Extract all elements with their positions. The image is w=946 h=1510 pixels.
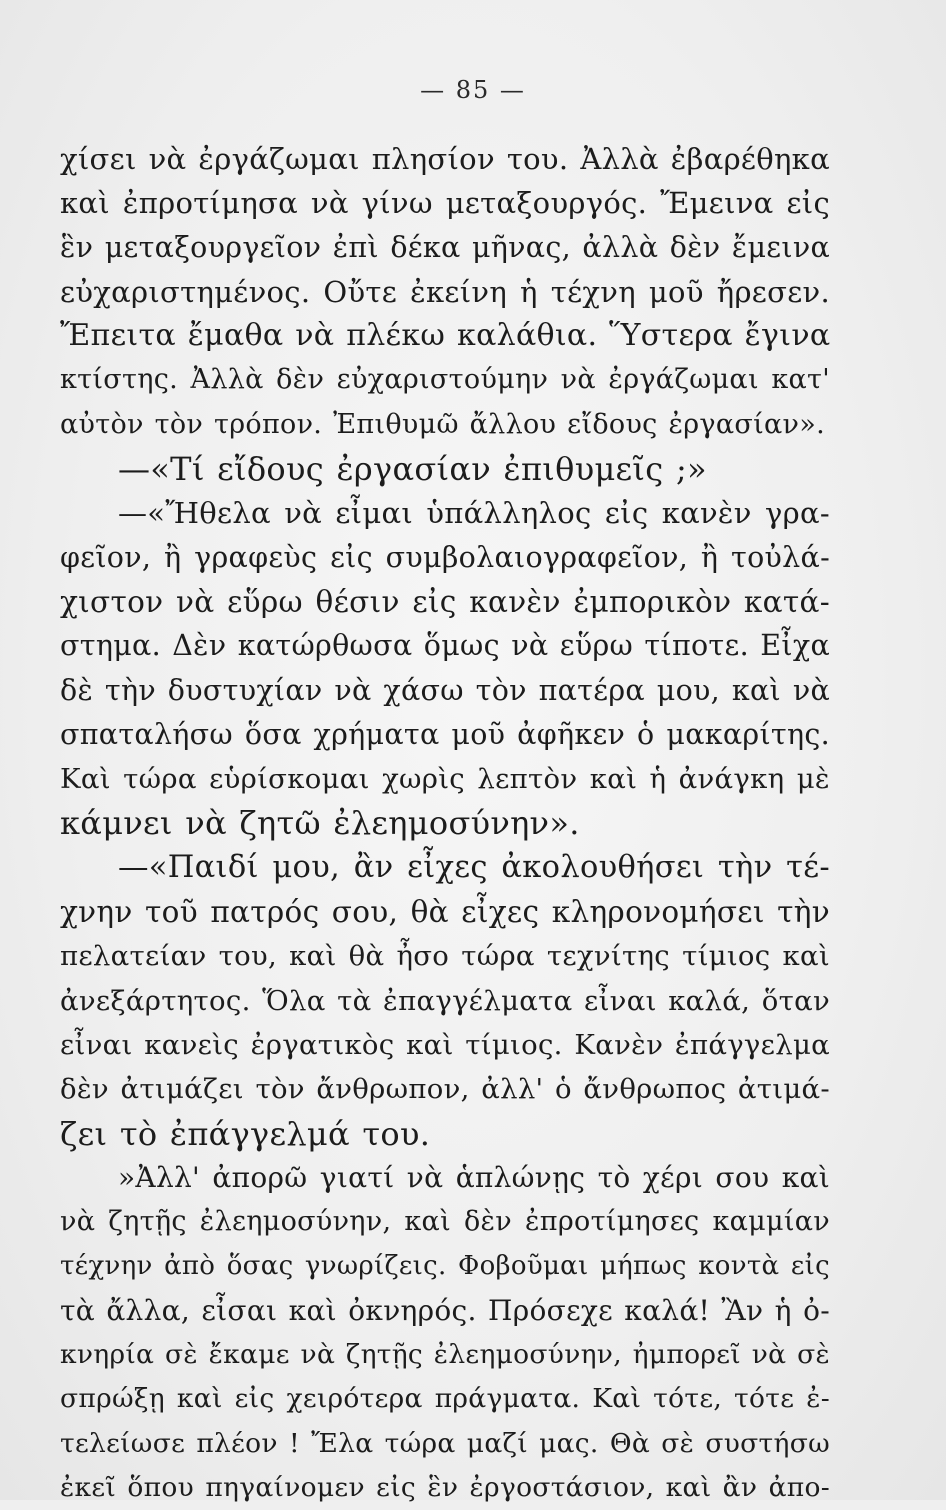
text-line: Καὶ τώρα εὑρίσκομαι χωρὶς λεπτὸν καὶ ἡ ἀνάγκη μὲ — [60, 763, 830, 796]
text-line: —«Ἤθελα νὰ εἶμαι ὑπάλληλος εἰς κανὲν γρα- — [118, 496, 830, 531]
text-line: σπαταλήσω ὅσα χρήματα μοῦ ἀφῆκεν ὁ μακαρίτης. — [60, 717, 830, 751]
text-line: τὰ ἄλλα, εἶσαι καὶ ὀκνηρός. Πρόσεχε καλά! Ἂν ἡ ὀ- — [60, 1293, 830, 1327]
text-line: στημα. Δὲν κατώρθωσα ὅμως νὰ εὕρω τίποτε. Εἶχα — [60, 629, 830, 663]
text-line: φεῖον, ἢ γραφεὺς εἰς συμβολαιογραφεῖον, ἢ τοὐλά- — [60, 540, 830, 574]
text-line: χνην τοῦ πατρός σου, θὰ εἶχες κληρονομήσει τὴν — [60, 895, 830, 930]
text-line: κτίστης. Ἀλλὰ δὲν εὐχαριστούμην νὰ ἐργάζωμαι κατ' — [60, 364, 830, 396]
text-line: Ἔπειτα ἔμαθα νὰ πλέκω καλάθια. Ὕστερα ἔγινα — [60, 318, 831, 354]
text-line: καὶ ἐπροτίμησα νὰ γίνω μεταξουργός. Ἔμεινα εἰς — [60, 186, 830, 221]
text-line: νὰ ζητῇς ἐλεημοσύνην, καὶ δὲν ἐπροτίμησες καμμίαν — [60, 1206, 830, 1238]
text-line: »Ἀλλ' ἀπορῶ γιατί νὰ ἁπλώνῃς τὸ χέρι σου καὶ — [118, 1160, 830, 1194]
text-line: τελείωσε πλέον ! Ἔλα τώρα μαζί μας. Θὰ σὲ συστήσω — [60, 1427, 830, 1459]
text-line: εἶναι κανεὶς ἐργατικὸς καὶ τίμιος. Κανὲν ἐπάγγελμα — [60, 1028, 830, 1061]
text-line: ζει τὸ ἐπάγγελμά του. — [60, 1114, 431, 1153]
text-line: κνηρία σὲ ἔκαμε νὰ ζητῇς ἐλεημοσύνην, ἠμπορεῖ νὰ σὲ — [60, 1339, 830, 1371]
text-line: δὲ τὴν δυστυχίαν νὰ χάσω τὸν πατέρα μου, καὶ νὰ — [60, 673, 830, 707]
body-text — [60, 137, 830, 1510]
text-line: χίσει νὰ ἐργάζωμαι πλησίον του. Ἀλλὰ ἐβαρέθηκα — [60, 142, 830, 176]
text-line: αὐτὸν τὸν τρόπον. Ἐπιθυμῶ ἄλλου εἴδους ἐργασίαν». — [60, 408, 825, 440]
text-line: εὐχαριστημένος. Οὔτε ἐκείνη ἡ τέχνη μοῦ ἤρεσεν. — [60, 274, 830, 309]
text-line: δὲν ἀτιμάζει τὸν ἄνθρωπον, ἀλλ' ὁ ἄνθρωπος ἀτιμά- — [60, 1073, 830, 1106]
text-line: ἐκεῖ ὅπου πηγαίνομεν εἰς ἓν ἐργοστάσιον, καὶ ἂν ἀπο- — [60, 1471, 830, 1503]
text-line: χιστον νὰ εὕρω θέσιν εἰς κανὲν ἐμπορικὸν κατά- — [60, 584, 830, 619]
text-line: ἓν μεταξουργεῖον ἐπὶ δέκα μῆνας, ἀλλὰ δὲν ἔμεινα — [60, 230, 830, 264]
text-line: σπρώξῃ καὶ εἰς χειρότερα πράγματα. Καὶ τότε, τότε ἐ- — [60, 1383, 830, 1415]
text-line: ἀνεξάρτητος. Ὅλα τὰ ἐπαγγέλματα εἶναι καλά, ὅταν — [60, 984, 830, 1017]
text-line: —«Παιδί μου, ἂν εἶχες ἀκολουθήσει τὴν τέ- — [118, 849, 830, 885]
text-line: —«Τί εἴδους ἐργασίαν ἐπιθυμεῖς ;» — [118, 450, 707, 489]
text-line: τέχνην ἀπὸ ὅσας γνωρίζεις. Φοβοῦμαι μήπως κοντὰ εἰς — [60, 1251, 830, 1282]
page-number: — 85 — — [420, 76, 526, 104]
text-line: πελατείαν του, καὶ θὰ ἦσο τώρα τεχνίτης τίμιος καὶ — [60, 940, 830, 973]
text-line: κάμνει νὰ ζητῶ ἐλεημοσύνην». — [60, 804, 580, 843]
